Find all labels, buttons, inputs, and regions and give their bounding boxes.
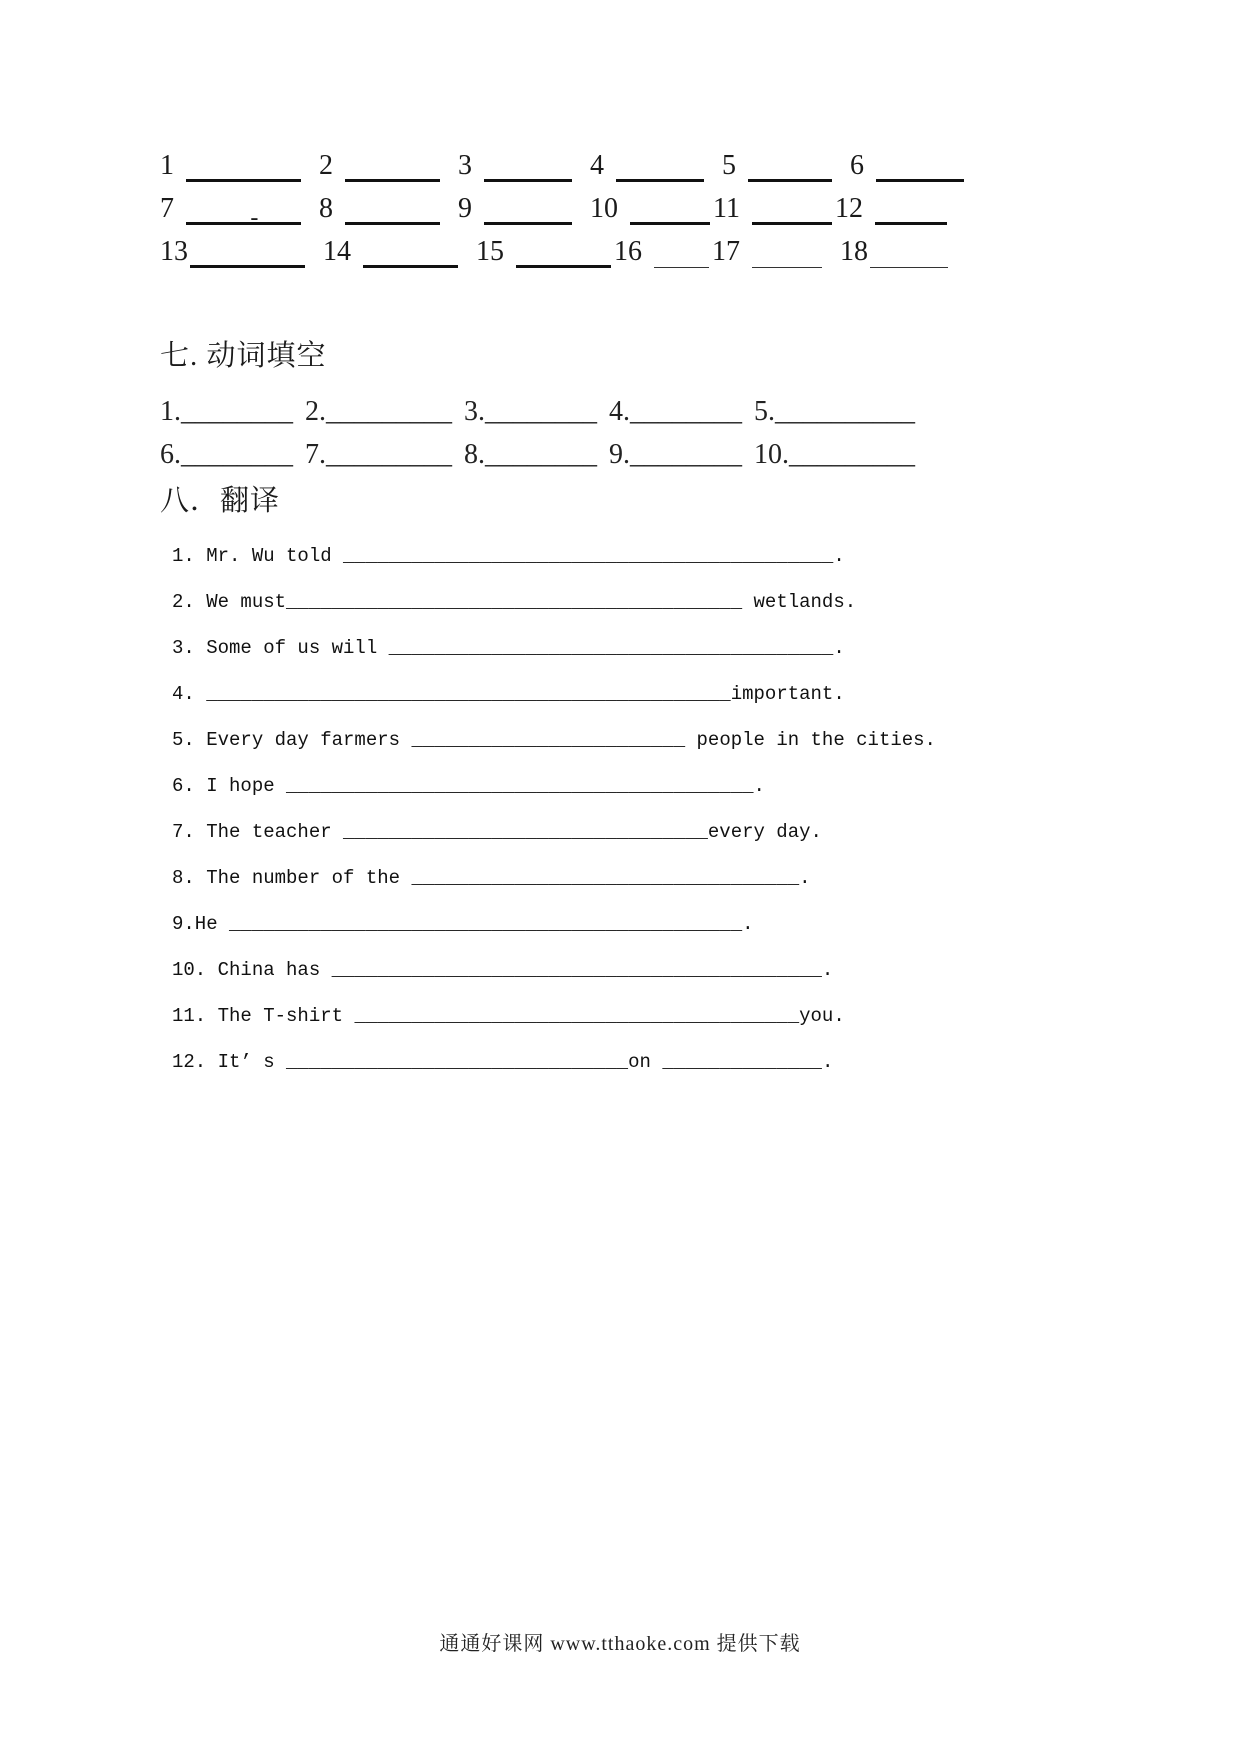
verb-blank-cell: 1.________ xyxy=(160,396,293,427)
translation-item xyxy=(172,867,936,889)
translation-item xyxy=(172,913,936,935)
translation-text: 4. xyxy=(172,683,207,705)
translation-text: 2. We must xyxy=(172,591,287,613)
translation-item xyxy=(172,637,936,659)
verb-row xyxy=(160,396,927,439)
translation-item xyxy=(172,683,936,705)
translation-item xyxy=(172,1005,936,1027)
answer-blank xyxy=(875,216,947,225)
answer-blank xyxy=(186,173,301,182)
translation-text: wetlands. xyxy=(742,591,857,613)
answer-blank xyxy=(752,216,832,225)
answer-number: 17 xyxy=(712,236,740,267)
answer-number: 9 xyxy=(458,193,472,224)
verb-blank-cell: 2._________ xyxy=(305,396,452,427)
translation-item xyxy=(172,775,936,797)
translation-blank: _______________________________________ xyxy=(388,637,834,659)
answer-row xyxy=(160,236,982,279)
answer-blank xyxy=(752,261,822,268)
answer-number: 10 xyxy=(590,193,618,224)
translation-text: . xyxy=(821,959,834,981)
answer-row xyxy=(160,150,982,193)
answer-number: 6 xyxy=(850,150,864,181)
translation-text: 6. I hope xyxy=(172,775,287,797)
translation-blank: ______________ xyxy=(662,1051,822,1073)
answer-blank xyxy=(363,259,458,268)
translation-item xyxy=(172,959,936,981)
verb-blank-cell: 4.________ xyxy=(609,396,742,427)
answer-number: 3 xyxy=(458,150,472,181)
answer-number: 16 xyxy=(614,236,642,267)
answer-blank xyxy=(484,216,572,225)
answer-blank xyxy=(616,173,704,182)
translation-item xyxy=(172,545,936,567)
translation-item xyxy=(172,821,936,843)
verb-blank-cell: 6.________ xyxy=(160,439,293,470)
verb-blank-cell: 7._________ xyxy=(305,439,452,470)
answer-number: 14 xyxy=(323,236,351,267)
answer-blank xyxy=(748,173,832,182)
translation-blank: ___________________________________________ xyxy=(343,545,834,567)
answer-row xyxy=(160,193,982,236)
translation-blank: _______________________________________ xyxy=(354,1005,800,1027)
translation-item xyxy=(172,729,936,751)
answer-grid xyxy=(160,150,982,279)
verb-blank-cell: 10._________ xyxy=(754,439,915,470)
translation-blank: ________________________________________ xyxy=(286,591,743,613)
answer-blank xyxy=(630,216,710,225)
verb-section-title: 七. 动词填空 xyxy=(160,340,327,372)
translation-text: important. xyxy=(730,683,845,705)
translation-text: . xyxy=(799,867,811,889)
answer-blank xyxy=(345,216,440,225)
translation-text: 7. The teacher xyxy=(172,821,344,843)
answer-blank xyxy=(876,173,964,182)
answer-blank xyxy=(484,173,572,182)
answer-blank xyxy=(190,259,305,268)
answer-number: 13 xyxy=(160,236,188,267)
translation-text: . xyxy=(753,775,765,797)
translation-text: people in the cities. xyxy=(685,729,936,751)
answer-number: 15 xyxy=(476,236,504,267)
translation-blank: ______________________________ xyxy=(286,1051,629,1073)
translation-text: 10. China has xyxy=(172,959,332,981)
verb-blank-cell: 9.________ xyxy=(609,439,742,470)
translation-text: 8. The number of the xyxy=(172,867,412,889)
answer-blank xyxy=(870,261,948,268)
translation-blank: ______________________________________________ xyxy=(206,683,731,705)
answer-number: 12 xyxy=(834,193,863,224)
verb-blank-cell: 5.__________ xyxy=(754,396,915,427)
answer-number: 18 xyxy=(840,236,868,267)
translation-item xyxy=(172,591,936,613)
translation-blank: _____________________________________________ xyxy=(229,913,743,935)
answer-number: 8 xyxy=(319,193,333,224)
translation-text: every day. xyxy=(707,821,822,843)
stray-dash-mark: - xyxy=(250,205,259,231)
translation-blank: ___________________________________________ xyxy=(331,959,822,981)
translation-text: 5. Every day farmers xyxy=(172,729,412,751)
answer-number: 1 xyxy=(160,150,174,181)
verb-blank-cell: 8.________ xyxy=(464,439,597,470)
translation-text: on xyxy=(628,1051,663,1073)
answer-number: 11 xyxy=(713,193,740,224)
translation-text: 12. It’ s xyxy=(172,1051,287,1073)
translation-text: 1. Mr. Wu told xyxy=(172,545,344,567)
answer-blank xyxy=(186,205,301,231)
translation-text: . xyxy=(821,1051,834,1073)
translation-blank: ________________________ xyxy=(411,729,686,751)
translation-blank: ________________________________ xyxy=(343,821,708,843)
answer-number: 7 xyxy=(160,193,174,224)
translation-text: . xyxy=(833,637,845,659)
answer-blank xyxy=(516,259,611,268)
answer-number: 2 xyxy=(319,150,333,181)
verb-row xyxy=(160,439,927,482)
answer-blank xyxy=(654,261,709,268)
translation-text: 11. The T-shirt xyxy=(172,1005,355,1027)
answer-number: 4 xyxy=(590,150,604,181)
translation-text: you. xyxy=(799,1005,845,1027)
verb-blank-cell: 3.________ xyxy=(464,396,597,427)
translation-list xyxy=(172,545,936,1097)
answer-number: 5 xyxy=(722,150,736,181)
translation-text: 3. Some of us will xyxy=(172,637,389,659)
verb-grid xyxy=(160,396,927,482)
translation-text: . xyxy=(833,545,845,567)
translation-section-title: 八．翻译 xyxy=(160,485,281,517)
translation-item xyxy=(172,1051,936,1073)
translation-text: 9.He xyxy=(172,913,230,935)
page-footer: 通通好课网 www.tthaoke.com 提供下载 xyxy=(439,1633,801,1655)
answer-blank xyxy=(345,173,440,182)
translation-text: . xyxy=(742,913,754,935)
translation-blank: _________________________________________ xyxy=(286,775,754,797)
translation-blank: __________________________________ xyxy=(411,867,800,889)
